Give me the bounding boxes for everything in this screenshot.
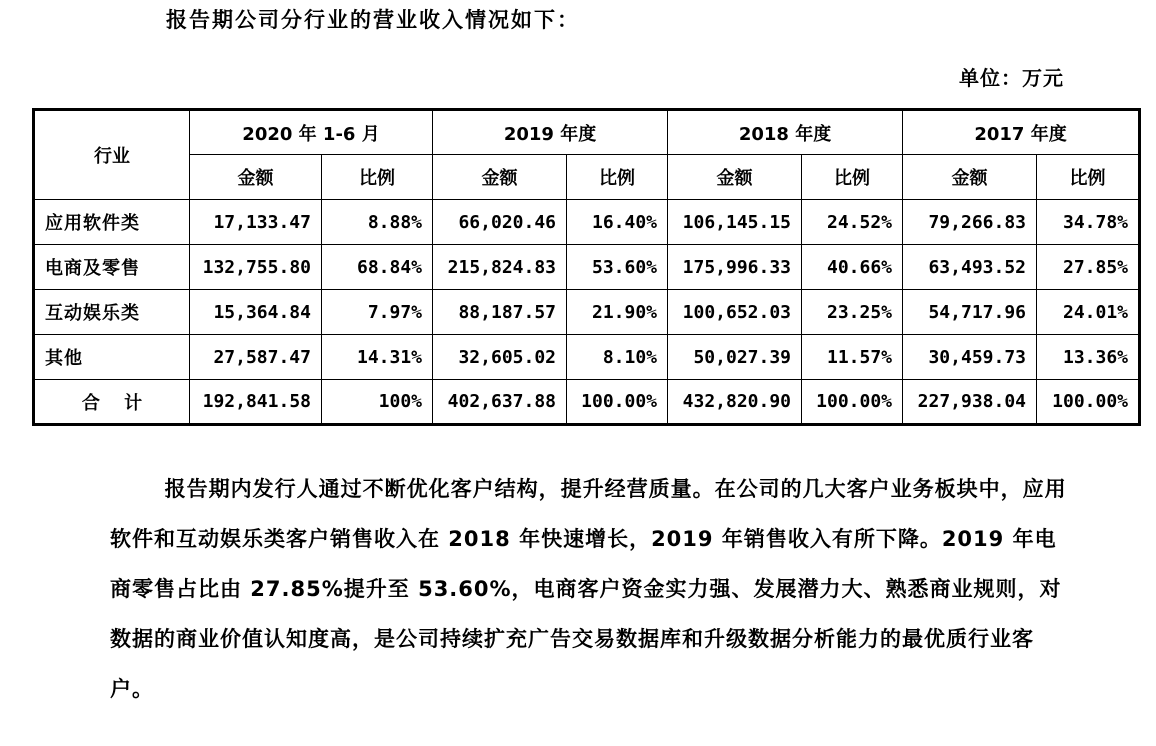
revenue-table — [32, 108, 1141, 426]
industry-name: 电商及零售 — [34, 245, 190, 290]
paragraph-text: 报告期内发行人通过不断优化客户结构，提升经营质量。在公司的几大客户业务板块中，应用软件和互动娱乐类客户销售收入在 2018 年快速增长，2019 年销售收入有所下降。2019 年电商零售占比由 27.85%提升至 53.60%，电商客户资金实力强、发展潜力大、熟悉商业规则，对数据的商业价值认知度高，是公司持续扩充广告交易数据库和升级数据分析能力的最优质行业客户。 — [110, 477, 1067, 701]
period-header: 2020 年 1-6 月 — [190, 110, 433, 155]
ratio-cell: 13.36% — [1037, 335, 1140, 380]
amount-cell: 100,652.03 — [668, 290, 802, 335]
amount-cell: 432,820.90 — [668, 380, 802, 425]
analysis-paragraph — [110, 464, 1070, 714]
amount-cell: 66,020.46 — [433, 200, 567, 245]
amount-cell: 15,364.84 — [190, 290, 322, 335]
amount-cell: 63,493.52 — [903, 245, 1037, 290]
amount-cell: 17,133.47 — [190, 200, 322, 245]
industry-name: 应用软件类 — [34, 200, 190, 245]
period-header: 2018 年度 — [668, 110, 903, 155]
ratio-cell: 27.85% — [1037, 245, 1140, 290]
table-row — [34, 290, 1140, 335]
ratio-cell: 24.01% — [1037, 290, 1140, 335]
ratio-header: 比例 — [802, 155, 903, 200]
ratio-header: 比例 — [567, 155, 668, 200]
industry-name: 其他 — [34, 335, 190, 380]
unit-label: 单位：万元 — [959, 66, 1064, 90]
ratio-cell: 11.57% — [802, 335, 903, 380]
ratio-cell: 68.84% — [322, 245, 433, 290]
amount-cell: 215,824.83 — [433, 245, 567, 290]
ratio-cell: 53.60% — [567, 245, 668, 290]
amount-cell: 79,266.83 — [903, 200, 1037, 245]
amount-header: 金额 — [903, 155, 1037, 200]
amount-header: 金额 — [668, 155, 802, 200]
ratio-cell: 100.00% — [567, 380, 668, 425]
table-row — [34, 200, 1140, 245]
amount-cell: 106,145.15 — [668, 200, 802, 245]
industry-header: 行业 — [34, 110, 190, 200]
amount-cell: 32,605.02 — [433, 335, 567, 380]
ratio-cell: 8.10% — [567, 335, 668, 380]
ratio-cell: 100.00% — [1037, 380, 1140, 425]
ratio-cell: 8.88% — [322, 200, 433, 245]
industry-name: 互动娱乐类 — [34, 290, 190, 335]
ratio-cell: 24.52% — [802, 200, 903, 245]
amount-cell: 88,187.57 — [433, 290, 567, 335]
table-row — [34, 245, 1140, 290]
amount-cell: 50,027.39 — [668, 335, 802, 380]
period-header: 2019 年度 — [433, 110, 668, 155]
amount-header: 金额 — [190, 155, 322, 200]
ratio-cell: 23.25% — [802, 290, 903, 335]
amount-cell: 132,755.80 — [190, 245, 322, 290]
ratio-cell: 100% — [322, 380, 433, 425]
amount-cell: 54,717.96 — [903, 290, 1037, 335]
header-row-periods — [34, 110, 1140, 155]
ratio-cell: 21.90% — [567, 290, 668, 335]
ratio-header: 比例 — [1037, 155, 1140, 200]
ratio-cell: 14.31% — [322, 335, 433, 380]
table-row — [34, 380, 1140, 425]
table-row — [34, 335, 1140, 380]
ratio-cell: 7.97% — [322, 290, 433, 335]
ratio-cell: 16.40% — [567, 200, 668, 245]
amount-cell: 402,637.88 — [433, 380, 567, 425]
intro-text: 报告期公司分行业的营业收入情况如下： — [166, 8, 580, 32]
amount-cell: 175,996.33 — [668, 245, 802, 290]
amount-cell: 27,587.47 — [190, 335, 322, 380]
ratio-cell: 34.78% — [1037, 200, 1140, 245]
amount-header: 金额 — [433, 155, 567, 200]
amount-cell: 192,841.58 — [190, 380, 322, 425]
amount-cell: 30,459.73 — [903, 335, 1037, 380]
ratio-cell: 40.66% — [802, 245, 903, 290]
header-row-sub — [34, 155, 1140, 200]
period-header: 2017 年度 — [903, 110, 1140, 155]
amount-cell: 227,938.04 — [903, 380, 1037, 425]
ratio-cell: 100.00% — [802, 380, 903, 425]
ratio-header: 比例 — [322, 155, 433, 200]
total-label: 合 计 — [34, 380, 190, 425]
